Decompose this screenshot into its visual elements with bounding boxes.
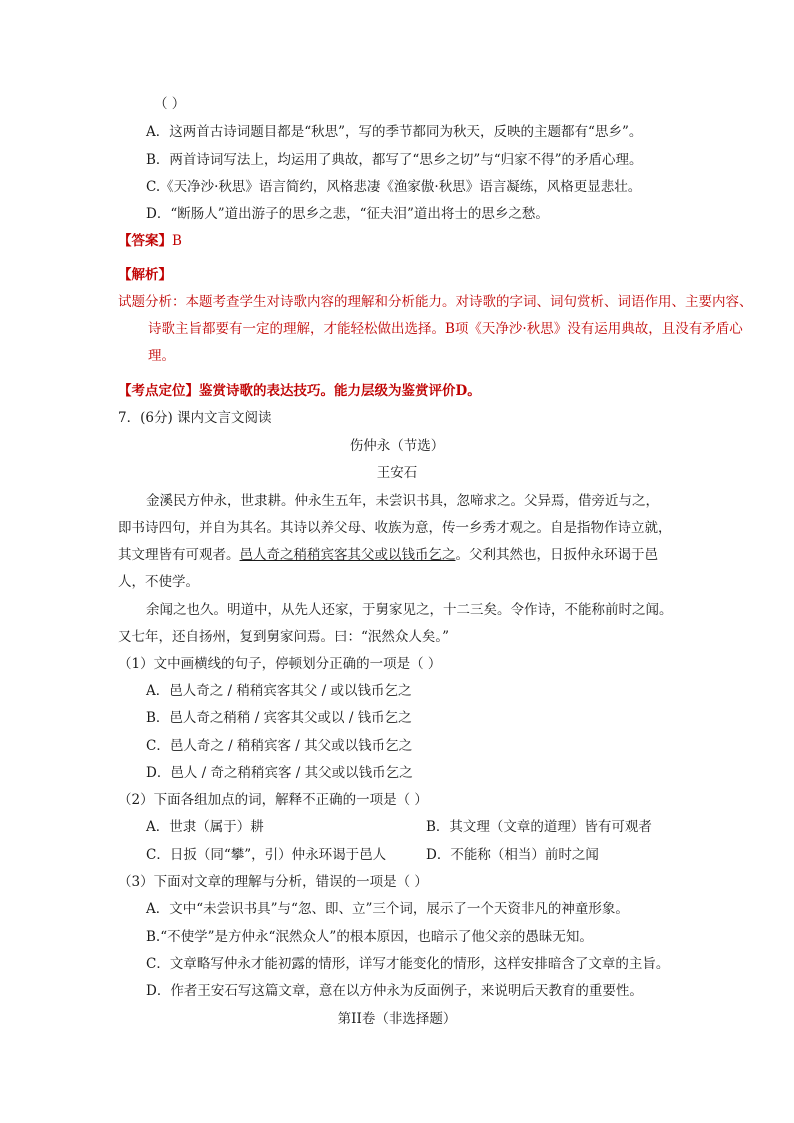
sub3-stem: （3）下面对文章的理解与分析，错误的一项是（ ） bbox=[118, 874, 428, 890]
sub3-option-b: B.“不使学”是方仲永“泯然众人”的根本原因，也暗示了他父亲的愚昧无知。 bbox=[146, 929, 593, 945]
analysis-line-3: 理。 bbox=[148, 348, 175, 364]
sub2-option-c: C．日扳（同“攀”，引）仲永环谒于邑人 bbox=[146, 847, 387, 863]
passage-author: 王安石 bbox=[376, 465, 418, 481]
sub1-option-a: A．邑人奇之 / 稍稍宾客其父 / 或以钱币乞之 bbox=[146, 683, 412, 699]
answer-label: 【答案】 bbox=[118, 233, 172, 249]
underlined-sentence: 邑人奇之稍稍宾客其父或以钱币乞之 bbox=[239, 547, 456, 563]
para2-line1: 余闻之也久。明道中，从先人还家，于舅家见之，十二三矣。令作诗，不能称前时之闻。 bbox=[146, 602, 673, 618]
q6-option-c: C.《天净沙·秋思》语言简约，风格悲凄《渔家傲·秋思》语言凝练，风格更显悲壮。 bbox=[146, 179, 642, 195]
sub1-option-d: D．邑人 / 奇之稍稍宾客 / 其父或以钱币乞之 bbox=[146, 765, 413, 781]
para1-line1: 金溪民方仲永，世隶耕。仲永生五年，未尝识书具，忽啼求之。父异焉，借旁近与之， bbox=[146, 493, 659, 509]
para1-line4: 人，不使学。 bbox=[118, 574, 199, 590]
para1-line2: 即书诗四句，并自为其名。其诗以养父母、收族为意，传一乡秀才观之。自是指物作诗立就， bbox=[118, 520, 672, 536]
q7-header: 7．(6分) 课内文言文阅读 bbox=[118, 410, 272, 426]
sub1-option-b: B．邑人奇之稍稍 / 宾客其父或以 / 钱币乞之 bbox=[146, 710, 412, 726]
q6-answer-bracket: （ ） bbox=[154, 96, 186, 112]
sub2-stem: （2）下面各组加点的词，解释不正确的一项是（ ） bbox=[118, 792, 428, 808]
para1-line3-pre: 其文理皆有可观者。 bbox=[118, 547, 240, 563]
q6-option-a: A．这两首古诗词题目都是“秋思”，写的季节都同为秋天，反映的主题都有“思乡”。 bbox=[146, 124, 643, 140]
analysis-label: 【解析】 bbox=[118, 267, 172, 283]
answer-value: B bbox=[172, 233, 182, 249]
sub1-stem: （1）文中画横线的句子，停顿划分正确的一项是（ ） bbox=[118, 656, 442, 672]
answer-line bbox=[118, 232, 182, 250]
kaodian-line: 【考点定位】鉴赏诗歌的表达技巧。能力层级为鉴赏评价D。 bbox=[118, 383, 481, 399]
q6-option-d: D．“断肠人”道出游子的思乡之悲，“征夫泪”道出将士的思乡之愁。 bbox=[146, 206, 549, 222]
sub3-option-c: C．文章略写仲永才能初露的情形，详写才能变化的情形，这样安排暗含了文章的主旨。 bbox=[146, 956, 670, 972]
passage-title: 伤仲永（节选） bbox=[349, 438, 445, 454]
sub3-option-a: A．文中“未尝识书具”与“忽、即、立”三个词，展示了一个天资非凡的神童形象。 bbox=[146, 901, 629, 917]
para1-line3 bbox=[118, 546, 658, 564]
para2-line2: 又七年，还自扬州，复到舅家问焉。曰：“泯然众人矣。” bbox=[118, 629, 450, 645]
section-title: 第II卷（非选择题） bbox=[337, 1011, 457, 1027]
sub2-option-b: B．其文理（文章的道理）皆有可观者 bbox=[426, 819, 652, 835]
sub2-option-d: D．不能称（相当）前时之闻 bbox=[426, 847, 599, 863]
q6-option-b: B．两首诗词写法上，均运用了典故，都写了“思乡之切”与“归家不得”的矛盾心理。 bbox=[146, 152, 643, 168]
sub1-option-c: C．邑人奇之 / 稍稍宾客 / 其父或以钱币乞之 bbox=[146, 738, 413, 754]
analysis-line-2: 诗歌主旨都要有一定的理解，才能轻松做出选择。B项《天净沙·秋思》没有运用典故，且没有矛盾心 bbox=[148, 321, 743, 337]
para1-line3-post: 。父利其然也，日扳仲永环谒于邑 bbox=[455, 547, 658, 563]
sub3-option-d: D．作者王安石写这篇文章，意在以方仲永为反面例子，来说明后天教育的重要性。 bbox=[146, 983, 643, 999]
sub2-option-a: A．世隶（属于）耕 bbox=[146, 819, 264, 835]
analysis-line-1: 试题分析：本题考查学生对诗歌内容的理解和分析能力。对诗歌的字词、词句赏析、词语作用、主要内容、 bbox=[118, 294, 753, 310]
